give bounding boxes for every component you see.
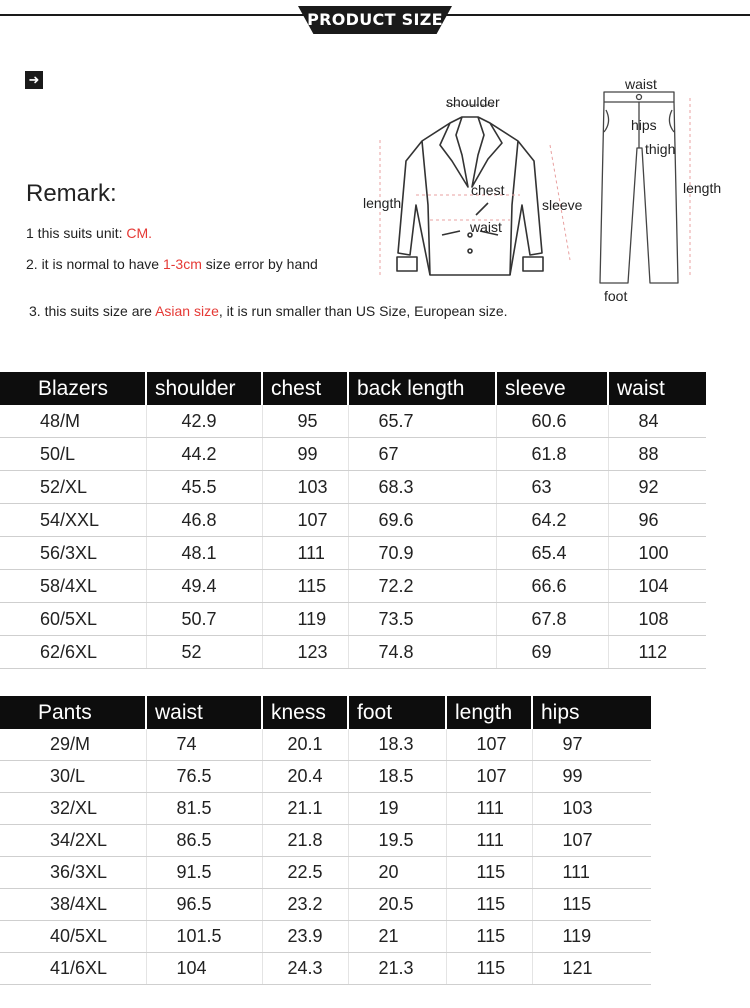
- pants-cell: 20.4: [262, 761, 348, 793]
- pants-cell: 111: [446, 793, 532, 825]
- remark-line-2: 2. it is normal to have 1-3cm size error by hand: [26, 256, 318, 272]
- pants-cell: 86.5: [146, 825, 262, 857]
- pants-cell: 81.5: [146, 793, 262, 825]
- blazers-cell: 73.5: [348, 603, 496, 636]
- pants-cell: 29/M: [0, 729, 146, 761]
- blazers-cell: 111: [262, 537, 348, 570]
- pants-cell: 20.1: [262, 729, 348, 761]
- pants-header-cell: Pants: [0, 696, 146, 729]
- pants-cell: 111: [446, 825, 532, 857]
- pants-cell: 38/4XL: [0, 889, 146, 921]
- pants-cell: 19: [348, 793, 446, 825]
- pants-cell: 19.5: [348, 825, 446, 857]
- pants-header-cell: foot: [348, 696, 446, 729]
- pants-cell: 20.5: [348, 889, 446, 921]
- blazers-cell: 45.5: [146, 471, 262, 504]
- pants-cell: 18.3: [348, 729, 446, 761]
- pants-cell: 24.3: [262, 953, 348, 985]
- pants-cell: 115: [446, 921, 532, 953]
- pants-cell: 107: [446, 761, 532, 793]
- blazers-cell: 69.6: [348, 504, 496, 537]
- pants-cell: 97: [532, 729, 651, 761]
- blazers-cell: 99: [262, 438, 348, 471]
- blazers-cell: 48.1: [146, 537, 262, 570]
- pants-row: [0, 825, 651, 857]
- pants-cell: 101.5: [146, 921, 262, 953]
- pants-cell: 74: [146, 729, 262, 761]
- pants-cell: 18.5: [348, 761, 446, 793]
- blazers-cell: 68.3: [348, 471, 496, 504]
- blazers-cell: 112: [608, 636, 706, 669]
- blazers-cell: 44.2: [146, 438, 262, 471]
- blazers-cell: 46.8: [146, 504, 262, 537]
- jacket-label-waist: waist: [470, 219, 502, 235]
- blazers-size-table: [0, 372, 706, 669]
- pants-cell: 40/5XL: [0, 921, 146, 953]
- pants-label-thigh: thigh: [645, 141, 676, 157]
- blazers-cell: 52: [146, 636, 262, 669]
- blazers-row: [0, 636, 706, 669]
- blazers-row: [0, 603, 706, 636]
- blazers-cell: 119: [262, 603, 348, 636]
- pants-cell: 115: [446, 857, 532, 889]
- pants-cell: 121: [532, 953, 651, 985]
- pants-header-cell: waist: [146, 696, 262, 729]
- pants-row: [0, 857, 651, 889]
- page-title: PRODUCT SIZE: [307, 10, 443, 29]
- pants-row: [0, 889, 651, 921]
- remark-line-3: 3. this suits size are Asian size, it is run smaller than US Size, European size.: [29, 303, 508, 319]
- jacket-label-chest: chest: [471, 182, 505, 198]
- pants-cell: 119: [532, 921, 651, 953]
- blazers-header-cell: Blazers: [0, 372, 146, 405]
- blazers-cell: 67: [348, 438, 496, 471]
- blazers-cell: 69: [496, 636, 608, 669]
- blazers-row: [0, 504, 706, 537]
- pants-label-waist: waist: [625, 76, 657, 92]
- blazers-row: [0, 471, 706, 504]
- blazers-cell: 63: [496, 471, 608, 504]
- pants-size-table: [0, 696, 651, 985]
- pants-row: [0, 921, 651, 953]
- jacket-label-sleeve: sleeve: [542, 197, 583, 213]
- jacket-label-shoulder: shoulder: [446, 94, 500, 110]
- pants-header-row: [0, 696, 651, 729]
- blazers-cell: 74.8: [348, 636, 496, 669]
- blazers-cell: 58/4XL: [0, 570, 146, 603]
- blazers-cell: 100: [608, 537, 706, 570]
- pants-row: [0, 953, 651, 985]
- pants-header-cell: hips: [532, 696, 651, 729]
- pants-cell: 115: [532, 889, 651, 921]
- blazers-cell: 72.2: [348, 570, 496, 603]
- pants-cell: 34/2XL: [0, 825, 146, 857]
- pants-cell: 107: [446, 729, 532, 761]
- pants-cell: 76.5: [146, 761, 262, 793]
- blazers-cell: 84: [608, 405, 706, 438]
- blazers-cell: 96: [608, 504, 706, 537]
- blazers-header-cell: back length: [348, 372, 496, 405]
- blazers-cell: 65.4: [496, 537, 608, 570]
- blazers-cell: 56/3XL: [0, 537, 146, 570]
- pants-cell: 111: [532, 857, 651, 889]
- pants-cell: 36/3XL: [0, 857, 146, 889]
- remark-line-1: 1 this suits unit: CM.: [26, 225, 153, 241]
- blazers-cell: 48/M: [0, 405, 146, 438]
- pants-cell: 23.9: [262, 921, 348, 953]
- blazers-cell: 88: [608, 438, 706, 471]
- blazers-cell: 49.4: [146, 570, 262, 603]
- pants-cell: 32/XL: [0, 793, 146, 825]
- blazers-cell: 64.2: [496, 504, 608, 537]
- blazers-cell: 107: [262, 504, 348, 537]
- blazers-cell: 61.8: [496, 438, 608, 471]
- header-banner: [0, 0, 750, 36]
- pants-cell: 22.5: [262, 857, 348, 889]
- pants-cell: 115: [446, 953, 532, 985]
- blazers-cell: 42.9: [146, 405, 262, 438]
- pants-cell: 103: [532, 793, 651, 825]
- pants-label-length: length: [683, 180, 722, 196]
- blazers-row: [0, 405, 706, 438]
- blazers-cell: 62/6XL: [0, 636, 146, 669]
- blazers-header-cell: chest: [262, 372, 348, 405]
- remark-title: Remark:: [26, 180, 117, 207]
- pants-row: [0, 729, 651, 761]
- pants-cell: 115: [446, 889, 532, 921]
- arrow-right-icon: ➜: [25, 71, 43, 89]
- blazers-header-row: [0, 372, 706, 405]
- blazers-cell: 92: [608, 471, 706, 504]
- pants-header-cell: length: [446, 696, 532, 729]
- blazers-header-cell: shoulder: [146, 372, 262, 405]
- pants-header-cell: kness: [262, 696, 348, 729]
- blazers-cell: 103: [262, 471, 348, 504]
- pants-label-hips: hips: [631, 117, 657, 133]
- pants-cell: 107: [532, 825, 651, 857]
- blazers-cell: 50/L: [0, 438, 146, 471]
- blazers-cell: 67.8: [496, 603, 608, 636]
- blazers-row: [0, 570, 706, 603]
- pants-cell: 21.3: [348, 953, 446, 985]
- pants-cell: 91.5: [146, 857, 262, 889]
- blazers-cell: 66.6: [496, 570, 608, 603]
- blazers-cell: 52/XL: [0, 471, 146, 504]
- pants-cell: 21: [348, 921, 446, 953]
- blazers-cell: 60/5XL: [0, 603, 146, 636]
- blazers-cell: 70.9: [348, 537, 496, 570]
- pants-row: [0, 793, 651, 825]
- blazers-cell: 65.7: [348, 405, 496, 438]
- jacket-label-length: length: [363, 195, 402, 211]
- blazers-cell: 123: [262, 636, 348, 669]
- pants-cell: 21.8: [262, 825, 348, 857]
- pants-cell: 23.2: [262, 889, 348, 921]
- blazers-cell: 108: [608, 603, 706, 636]
- blazers-cell: 54/XXL: [0, 504, 146, 537]
- blazers-cell: 95: [262, 405, 348, 438]
- pants-cell: 21.1: [262, 793, 348, 825]
- blazers-header-cell: sleeve: [496, 372, 608, 405]
- pants-cell: 99: [532, 761, 651, 793]
- blazers-cell: 115: [262, 570, 348, 603]
- pants-cell: 104: [146, 953, 262, 985]
- pants-cell: 20: [348, 857, 446, 889]
- pants-cell: 96.5: [146, 889, 262, 921]
- pants-cell: 30/L: [0, 761, 146, 793]
- blazers-row: [0, 438, 706, 471]
- pants-row: [0, 761, 651, 793]
- blazers-cell: 104: [608, 570, 706, 603]
- blazers-header-cell: waist: [608, 372, 706, 405]
- blazers-row: [0, 537, 706, 570]
- blazers-cell: 60.6: [496, 405, 608, 438]
- blazers-cell: 50.7: [146, 603, 262, 636]
- pants-cell: 41/6XL: [0, 953, 146, 985]
- pants-label-foot: foot: [604, 288, 628, 304]
